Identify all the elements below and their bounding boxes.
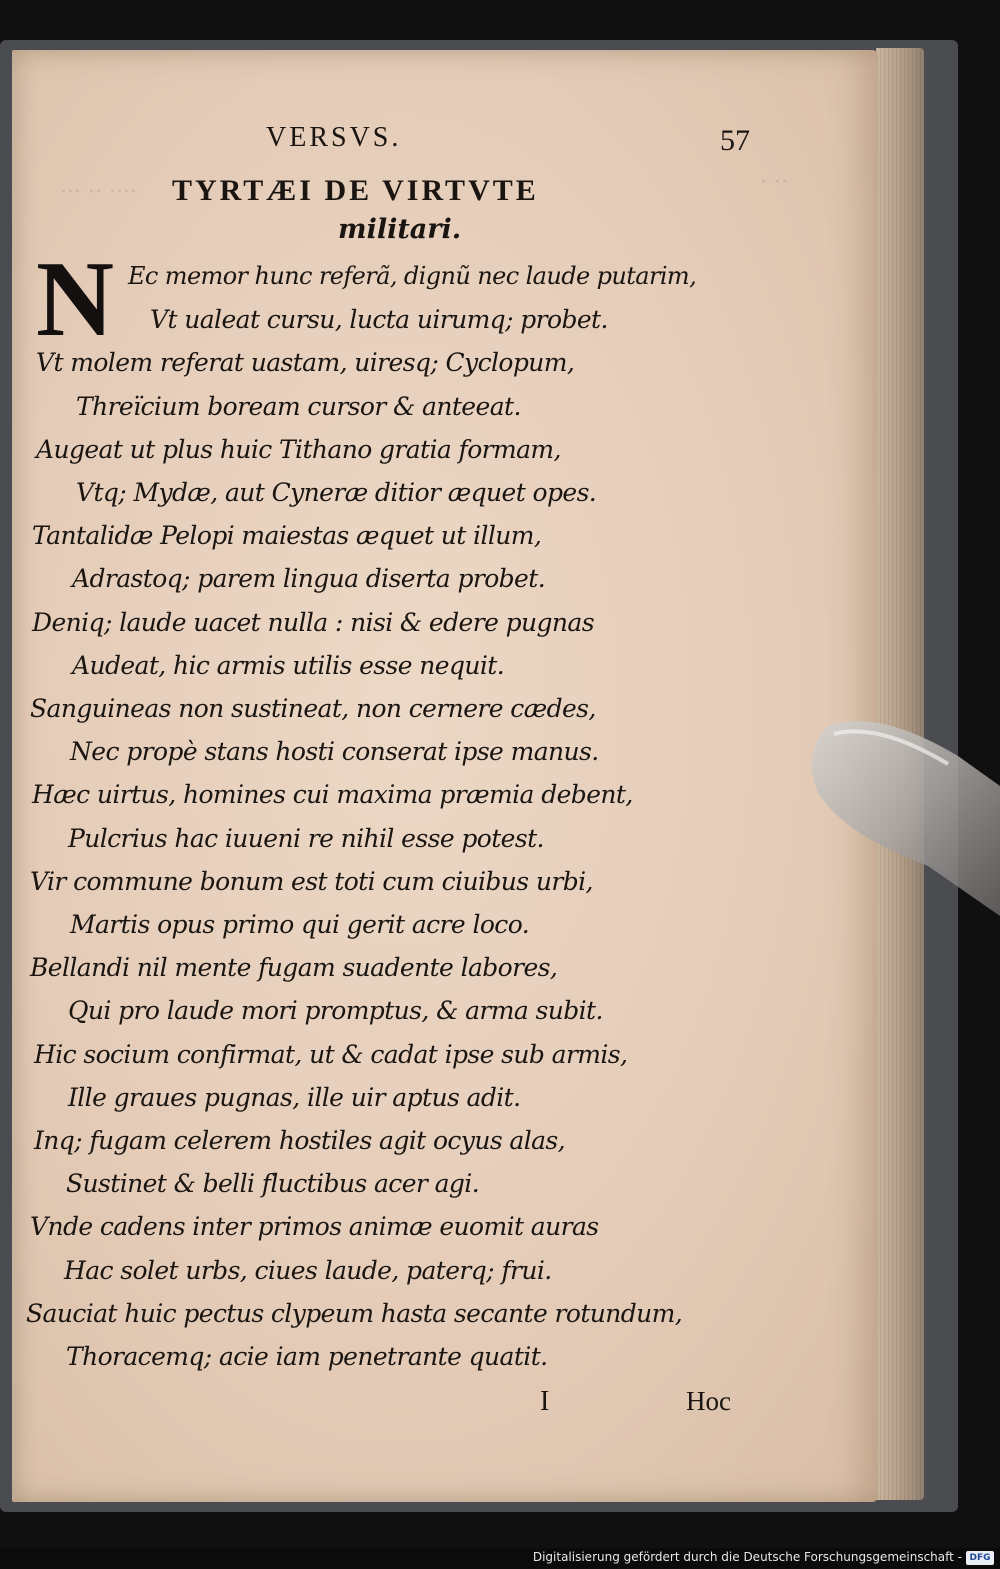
catchword: Hoc — [686, 1386, 731, 1416]
verse-line: Vnde cadens inter primos animæ euomit auras — [30, 1212, 599, 1241]
bleed-through-text: · ·· — [760, 170, 788, 195]
dfg-logo: DFG — [966, 1551, 994, 1565]
verse-line: Thoracemq; acie iam penetrante quatit. — [66, 1342, 548, 1371]
verse-line: Sustinet & belli fluctibus acer agi. — [66, 1169, 480, 1198]
running-head: VERSVS. — [266, 122, 402, 153]
verse-line: Qui pro laude mori promptus, & arma subit. — [68, 996, 603, 1025]
verse-line: Sauciat huic pectus clypeum hasta secante rotundum, — [26, 1299, 683, 1328]
verse-line: Hæc uirtus, homines cui maxima præmia debent, — [32, 780, 633, 809]
verse-line: Nec propè stans hosti conserat ipse manus. — [70, 737, 599, 766]
verse-line: Hic socium confirmat, ut & cadat ipse sub armis, — [34, 1040, 628, 1069]
verse-line: Vir commune bonum est toti cum ciuibus urbi, — [30, 867, 593, 896]
verse-line: Augeat ut plus huic Tithano gratia formam, — [36, 435, 561, 464]
signature-mark: I — [540, 1386, 550, 1417]
verse-line: Vtq; Mydæ, aut Cyneræ ditior æquet opes. — [76, 478, 597, 507]
page-number: 57 — [720, 124, 750, 157]
funding-credit: Digitalisierung gefördert durch die Deutsche Forschungsgemeinschaft - — [532, 1550, 962, 1564]
poem-title: TYRTÆI DE VIRTVTE — [172, 174, 539, 207]
verse-line: Sanguineas non sustineat, non cernere cædes, — [30, 694, 596, 723]
verse-line: Ec memor hunc referã, dignũ nec laude putarim, — [128, 262, 697, 290]
verse-line: Hac solet urbs, ciues laude, paterq; frui. — [64, 1256, 552, 1285]
verse-line: Ille graues pugnas, ille uir aptus adit. — [68, 1083, 521, 1112]
verse-line: Inq; fugam celerem hostiles agit ocyus alas, — [34, 1126, 565, 1155]
page-edges — [876, 48, 924, 1500]
poem-subtitle: militari. — [338, 214, 462, 245]
verse-line: Threïcium boream cursor & anteeat. — [76, 392, 521, 421]
verse-line: Deniq; laude uacet nulla : nisi & edere pugnas — [32, 608, 594, 637]
drop-cap: N — [36, 240, 114, 359]
verse-line: Vt molem referat uastam, uiresq; Cyclopum, — [36, 348, 575, 377]
bleed-through-text: ··· ·· ···· — [60, 180, 137, 205]
verse-line: Martis opus primo qui gerit acre loco. — [70, 910, 530, 939]
verse-line: Audeat, hic armis utilis esse nequit. — [72, 651, 505, 680]
verse-line: Vt ualeat cursu, lucta uirumq; probet. — [150, 305, 608, 334]
verse-line: Tantalidæ Pelopi maiestas æquet ut illum, — [32, 521, 542, 550]
verse-line: Adrastoq; parem lingua diserta probet. — [72, 564, 546, 593]
verse-line: Bellandi nil mente fugam suadente labores, — [30, 953, 558, 982]
verse-line: Pulcrius hac iuueni re nihil esse potest. — [68, 824, 544, 853]
